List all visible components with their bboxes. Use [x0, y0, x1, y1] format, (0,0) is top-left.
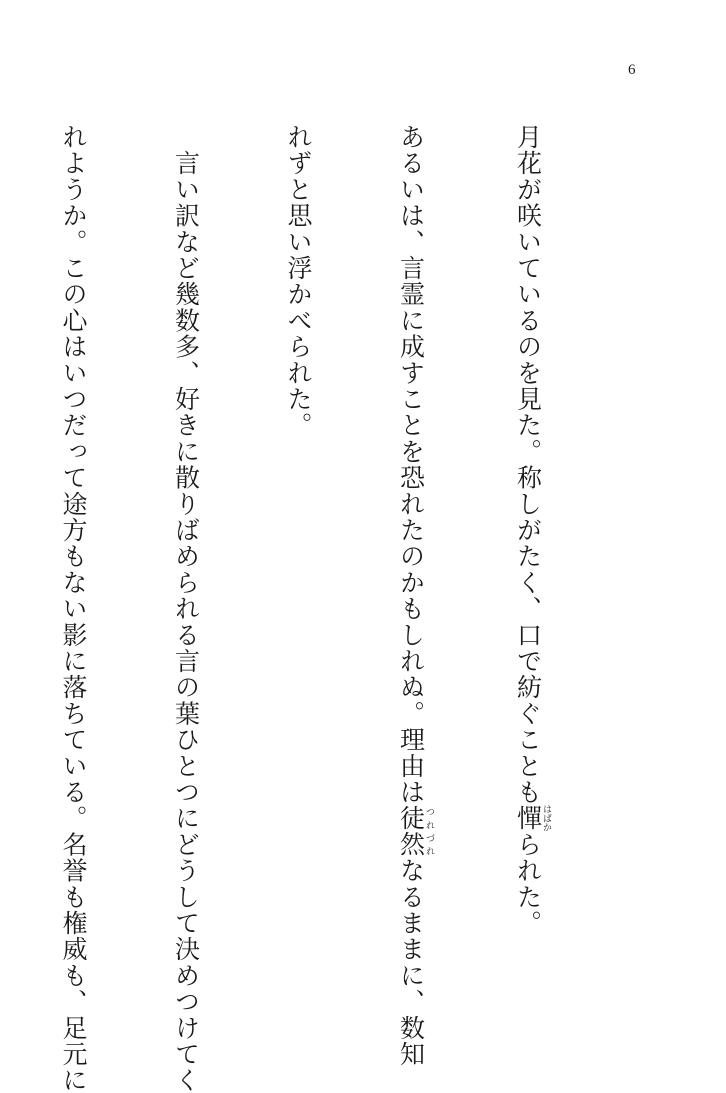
page-number: 6 — [628, 62, 636, 78]
text-line-5: れようか。この心はいつだって途方もない影に落ちている。名誉も権威も、足元に — [59, 124, 88, 1093]
vertical-text-body — [0, 124, 626, 1093]
ruby-tsurezure: 徒然つれづれ — [396, 805, 434, 858]
text-line-2: あるいは、言霊に成すことを恐れたのかもしれぬ。理由は徒然つれづれなるままに、数知 — [396, 124, 434, 1068]
text-line-1: 月花が咲いているのを見た。称しがたく、口で紡ぐことも憚はばかられた。 — [513, 124, 551, 937]
text-line-3: れずと思い浮かべられた。 — [284, 124, 313, 439]
text-line-4: 言い訳など幾数多、好きに散りばめられる言の葉ひとつにどうして決めつけてく — [171, 124, 201, 1093]
ruby-habakara: 憚はばか — [513, 804, 551, 832]
